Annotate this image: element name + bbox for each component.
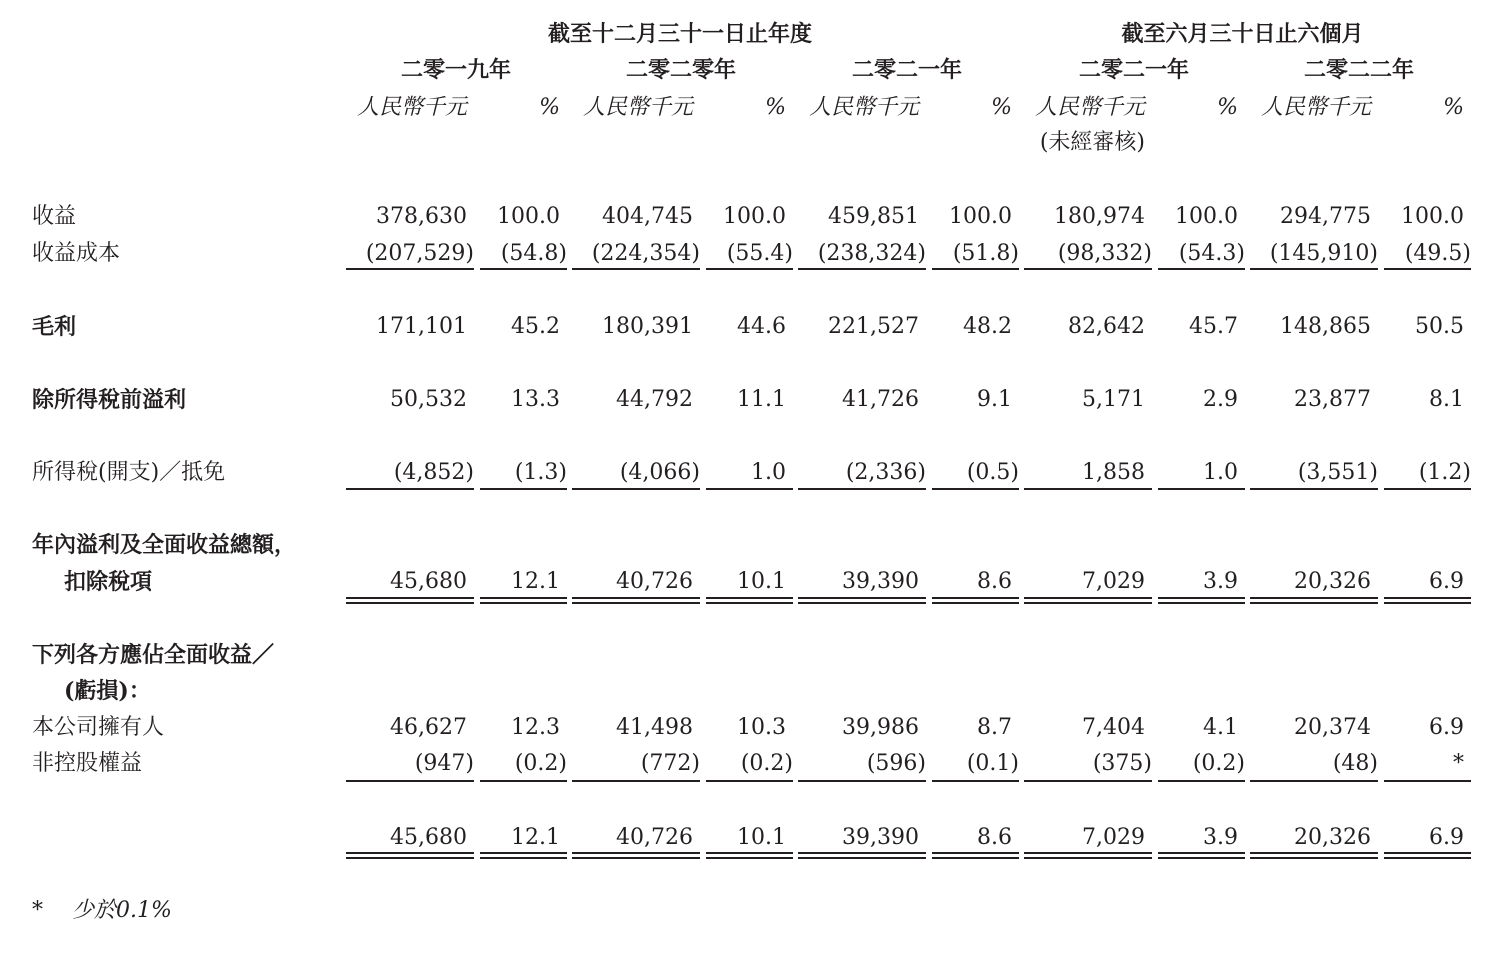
cell-grand-total-2020-pct: 10.1	[737, 825, 786, 850]
rule-income-tax-2019-rmb	[346, 488, 474, 490]
rule-nci-2021-rmb	[798, 780, 926, 782]
rule-cost-of-revenue-2020-pct	[706, 268, 793, 270]
cell-profit-total-2019-rmb: 45,680	[390, 569, 467, 594]
cell-owners-2022h1-pct: 6.9	[1429, 715, 1464, 740]
cell-owners-2021-pct: 8.7	[977, 715, 1012, 740]
cell-profit-before-tax-2021-rmb: 41,726	[842, 387, 919, 412]
rule-cost-of-revenue-2021h1-rmb	[1024, 268, 1152, 270]
cell-profit-before-tax-2020-pct: 11.1	[737, 387, 786, 412]
rule-grand-total-2022h1-rmb	[1250, 852, 1378, 854]
cell-gross-profit-2021h1-rmb: 82,642	[1068, 314, 1145, 339]
cell-revenue-2021-pct: 100.0	[949, 204, 1012, 229]
cell-profit-total-2019-pct: 12.1	[511, 569, 560, 594]
unit-pct-2021-h1: %	[1217, 95, 1238, 120]
rule-nci-2021-pct	[932, 780, 1019, 782]
cell-profit-total-2020-rmb: 40,726	[616, 569, 693, 594]
rule-grand-total-2021h1-pct	[1158, 852, 1245, 854]
rule-grand-total-2020-pct	[706, 852, 793, 854]
cell-profit-total-2022h1-rmb: 20,326	[1294, 569, 1371, 594]
cell-profit-before-tax-2021h1-rmb: 5,171	[1082, 387, 1145, 412]
cell-profit-before-tax-2020-rmb: 44,792	[616, 387, 693, 412]
row-label-profit-total-line1: 年內溢利及全面收益總額，	[32, 532, 297, 558]
rule-grand-total-2021-rmb	[798, 857, 926, 859]
rule-profit-total-2021-pct	[932, 602, 1019, 604]
rule-grand-total-2021h1-pct	[1158, 857, 1245, 859]
rule-income-tax-2021h1-rmb	[1024, 488, 1152, 490]
rule-grand-total-2020-rmb	[572, 852, 700, 854]
rule-grand-total-2021-pct	[932, 857, 1019, 859]
cell-revenue-2021h1-rmb: 180,974	[1054, 204, 1145, 229]
unit-pct-2020: %	[765, 95, 786, 120]
cell-income-tax-2021-rmb: (2,336)	[845, 460, 926, 485]
rule-grand-total-2022h1-pct	[1384, 852, 1471, 854]
unit-rmb-2021: 人民幣千元	[808, 95, 919, 120]
cell-profit-total-2021h1-pct: 3.9	[1203, 569, 1238, 594]
cell-income-tax-2022h1-rmb: (3,551)	[1297, 460, 1378, 485]
cell-profit-before-tax-2019-pct: 13.3	[511, 387, 560, 412]
cell-cost-of-revenue-2021h1-pct: (54.3)	[1178, 241, 1245, 266]
cell-nci-2020-rmb: (772)	[640, 751, 700, 776]
cell-profit-before-tax-2019-rmb: 50,532	[390, 387, 467, 412]
rule-income-tax-2022h1-pct	[1384, 488, 1471, 490]
cell-grand-total-2022h1-pct: 6.9	[1429, 825, 1464, 850]
rule-profit-total-2022h1-pct	[1384, 597, 1471, 599]
rule-profit-total-2019-rmb	[346, 602, 474, 604]
row-label-attributable-line1: 下列各方應佔全面收益／	[32, 642, 275, 668]
rule-profit-total-2022h1-pct	[1384, 602, 1471, 604]
rule-grand-total-2022h1-rmb	[1250, 857, 1378, 859]
cell-revenue-2019-rmb: 378,630	[376, 204, 467, 229]
row-label-revenue: 收益	[32, 204, 77, 229]
cell-owners-2022h1-rmb: 20,374	[1294, 715, 1371, 740]
cell-gross-profit-2021-rmb: 221,527	[828, 314, 919, 339]
unit-rmb-2020: 人民幣千元	[582, 95, 693, 120]
cell-nci-2021-pct: (0.1)	[966, 751, 1019, 776]
cell-revenue-2019-pct: 100.0	[497, 204, 560, 229]
header-six-months-june: 截至六月三十日止六個月	[1121, 21, 1364, 47]
cell-profit-total-2021-pct: 8.6	[977, 569, 1012, 594]
cell-owners-2021h1-pct: 4.1	[1203, 715, 1238, 740]
rule-grand-total-2020-pct	[706, 857, 793, 859]
rule-grand-total-2022h1-pct	[1384, 857, 1471, 859]
rule-grand-total-2020-rmb	[572, 857, 700, 859]
cell-revenue-2020-pct: 100.0	[723, 204, 786, 229]
cell-gross-profit-2020-rmb: 180,391	[602, 314, 693, 339]
rule-profit-total-2022h1-rmb	[1250, 602, 1378, 604]
unit-rmb-2021-h1: 人民幣千元	[1034, 95, 1145, 120]
rule-profit-total-2019-pct	[480, 602, 567, 604]
rule-grand-total-2021h1-rmb	[1024, 852, 1152, 854]
rule-income-tax-2021-rmb	[798, 488, 926, 490]
rule-income-tax-2020-rmb	[572, 488, 700, 490]
cell-nci-2022h1-rmb: (48)	[1332, 751, 1378, 776]
cell-gross-profit-2022h1-rmb: 148,865	[1280, 314, 1371, 339]
cell-grand-total-2021-rmb: 39,390	[842, 825, 919, 850]
cell-grand-total-2021h1-rmb: 7,029	[1082, 825, 1145, 850]
rule-nci-2021h1-rmb	[1024, 780, 1152, 782]
cell-grand-total-2019-rmb: 45,680	[390, 825, 467, 850]
cell-cost-of-revenue-2021-rmb: (238,324)	[817, 241, 926, 266]
rule-income-tax-2020-pct	[706, 488, 793, 490]
cell-income-tax-2022h1-pct: (1.2)	[1418, 460, 1471, 485]
cell-profit-before-tax-2021-pct: 9.1	[977, 387, 1012, 412]
cell-nci-2019-rmb: (947)	[414, 751, 474, 776]
rule-profit-total-2020-pct	[706, 602, 793, 604]
cell-owners-2019-rmb: 46,627	[390, 715, 467, 740]
row-label-nci: 非控股權益	[32, 751, 143, 776]
unit-pct-2021: %	[991, 95, 1012, 120]
cell-owners-2020-pct: 10.3	[737, 715, 786, 740]
cell-cost-of-revenue-2019-pct: (54.8)	[500, 241, 567, 266]
year-header-2022-h1: 二零二二年	[1303, 57, 1414, 83]
row-label-income-tax: 所得稅(開支)／抵免	[32, 460, 226, 485]
cell-cost-of-revenue-2019-rmb: (207,529)	[365, 241, 474, 266]
cell-income-tax-2020-pct: 1.0	[751, 460, 786, 485]
cell-income-tax-2021-pct: (0.5)	[966, 460, 1019, 485]
rule-profit-total-2021-rmb	[798, 597, 926, 599]
rule-nci-2019-rmb	[346, 780, 474, 782]
cell-profit-total-2022h1-pct: 6.9	[1429, 569, 1464, 594]
rule-income-tax-2021h1-pct	[1158, 488, 1245, 490]
cell-grand-total-2021-pct: 8.6	[977, 825, 1012, 850]
header-year-ended-dec: 截至十二月三十一日止年度	[547, 21, 812, 47]
rule-cost-of-revenue-2022h1-pct	[1384, 268, 1471, 270]
rule-cost-of-revenue-2021-pct	[932, 268, 1019, 270]
cell-profit-total-2021h1-rmb: 7,029	[1082, 569, 1145, 594]
footnote-marker: *	[32, 898, 43, 923]
cell-revenue-2022h1-pct: 100.0	[1401, 204, 1464, 229]
cell-gross-profit-2022h1-pct: 50.5	[1415, 314, 1464, 339]
year-header-2021: 二零二一年	[851, 57, 962, 83]
cell-owners-2021h1-rmb: 7,404	[1082, 715, 1145, 740]
rule-profit-total-2021h1-pct	[1158, 597, 1245, 599]
rule-nci-2022h1-pct	[1384, 780, 1471, 782]
row-label-gross-profit: 毛利	[32, 314, 77, 340]
cell-owners-2020-rmb: 41,498	[616, 715, 693, 740]
cell-owners-2021-rmb: 39,986	[842, 715, 919, 740]
cell-grand-total-2021h1-pct: 3.9	[1203, 825, 1238, 850]
rule-grand-total-2019-rmb	[346, 857, 474, 859]
rule-grand-total-2021-rmb	[798, 852, 926, 854]
rule-nci-2020-rmb	[572, 780, 700, 782]
cell-cost-of-revenue-2020-rmb: (224,354)	[591, 241, 700, 266]
cell-income-tax-2021h1-pct: 1.0	[1203, 460, 1238, 485]
cell-profit-before-tax-2022h1-pct: 8.1	[1429, 387, 1464, 412]
cell-revenue-2020-rmb: 404,745	[602, 204, 693, 229]
cell-revenue-2021-rmb: 459,851	[828, 204, 919, 229]
rule-profit-total-2019-pct	[480, 597, 567, 599]
rule-profit-total-2020-rmb	[572, 602, 700, 604]
rule-nci-2021h1-pct	[1158, 780, 1245, 782]
rule-cost-of-revenue-2019-pct	[480, 268, 567, 270]
cell-grand-total-2019-pct: 12.1	[511, 825, 560, 850]
footnote-text: 少於0.1%	[72, 898, 172, 923]
rule-nci-2020-pct	[706, 780, 793, 782]
rule-grand-total-2019-pct	[480, 852, 567, 854]
cell-income-tax-2020-rmb: (4,066)	[619, 460, 700, 485]
cell-grand-total-2020-rmb: 40,726	[616, 825, 693, 850]
year-header-2021-h1: 二零二一年	[1078, 57, 1189, 83]
cell-gross-profit-2021-pct: 48.2	[963, 314, 1012, 339]
rule-grand-total-2021-pct	[932, 852, 1019, 854]
rule-cost-of-revenue-2019-rmb	[346, 268, 474, 270]
cell-income-tax-2021h1-rmb: 1,858	[1082, 460, 1145, 485]
year-header-2019: 二零一九年	[400, 57, 511, 83]
rule-cost-of-revenue-2021-rmb	[798, 268, 926, 270]
rule-profit-total-2019-rmb	[346, 597, 474, 599]
unaudited-note: (未經審核)	[1039, 130, 1145, 155]
rule-nci-2022h1-rmb	[1250, 780, 1378, 782]
cell-income-tax-2019-pct: (1.3)	[514, 460, 567, 485]
cell-grand-total-2022h1-rmb: 20,326	[1294, 825, 1371, 850]
cell-cost-of-revenue-2021-pct: (51.8)	[952, 241, 1019, 266]
rule-cost-of-revenue-2021h1-pct	[1158, 268, 1245, 270]
unit-pct-2022-h1: %	[1443, 95, 1464, 120]
cell-gross-profit-2020-pct: 44.6	[737, 314, 786, 339]
rule-income-tax-2022h1-rmb	[1250, 488, 1378, 490]
rule-profit-total-2020-pct	[706, 597, 793, 599]
cell-owners-2019-pct: 12.3	[511, 715, 560, 740]
rule-nci-2019-pct	[480, 780, 567, 782]
row-label-profit-total-line2: 扣除稅項	[64, 569, 153, 595]
row-label-attributable-line2: (虧損)：	[64, 678, 151, 704]
unit-rmb-2022-h1: 人民幣千元	[1260, 95, 1371, 120]
cell-cost-of-revenue-2020-pct: (55.4)	[726, 241, 793, 266]
rule-grand-total-2021h1-rmb	[1024, 857, 1152, 859]
rule-income-tax-2019-pct	[480, 488, 567, 490]
row-label-cost-of-revenue: 收益成本	[32, 241, 121, 266]
rule-profit-total-2022h1-rmb	[1250, 597, 1378, 599]
cell-nci-2021h1-pct: (0.2)	[1192, 751, 1245, 776]
cell-nci-2019-pct: (0.2)	[514, 751, 567, 776]
row-label-owners: 本公司擁有人	[32, 715, 165, 740]
cell-nci-2020-pct: (0.2)	[740, 751, 793, 776]
cell-income-tax-2019-rmb: (4,852)	[393, 460, 474, 485]
cell-profit-before-tax-2022h1-rmb: 23,877	[1294, 387, 1371, 412]
year-header-2020: 二零二零年	[625, 57, 736, 83]
cell-nci-2022h1-pct: *	[1453, 751, 1464, 776]
cell-revenue-2022h1-rmb: 294,775	[1280, 204, 1371, 229]
cell-profit-total-2020-pct: 10.1	[737, 569, 786, 594]
unit-rmb-2019: 人民幣千元	[356, 95, 467, 120]
rule-profit-total-2021h1-rmb	[1024, 602, 1152, 604]
rule-profit-total-2021-pct	[932, 597, 1019, 599]
cell-nci-2021h1-rmb: (375)	[1092, 751, 1152, 776]
row-label-profit-before-tax: 除所得稅前溢利	[32, 387, 187, 413]
cell-nci-2021-rmb: (596)	[866, 751, 926, 776]
rule-cost-of-revenue-2020-rmb	[572, 268, 700, 270]
cell-gross-profit-2019-pct: 45.2	[511, 314, 560, 339]
cell-gross-profit-2021h1-pct: 45.7	[1189, 314, 1238, 339]
rule-grand-total-2019-pct	[480, 857, 567, 859]
cell-profit-total-2021-rmb: 39,390	[842, 569, 919, 594]
rule-profit-total-2021h1-pct	[1158, 602, 1245, 604]
rule-income-tax-2021-pct	[932, 488, 1019, 490]
rule-profit-total-2021-rmb	[798, 602, 926, 604]
rule-grand-total-2019-rmb	[346, 852, 474, 854]
rule-profit-total-2020-rmb	[572, 597, 700, 599]
cell-profit-before-tax-2021h1-pct: 2.9	[1203, 387, 1238, 412]
cell-cost-of-revenue-2022h1-rmb: (145,910)	[1269, 241, 1378, 266]
cell-gross-profit-2019-rmb: 171,101	[376, 314, 467, 339]
cell-cost-of-revenue-2022h1-pct: (49.5)	[1404, 241, 1471, 266]
cell-revenue-2021h1-pct: 100.0	[1175, 204, 1238, 229]
rule-profit-total-2021h1-rmb	[1024, 597, 1152, 599]
unit-pct-2019: %	[539, 95, 560, 120]
rule-cost-of-revenue-2022h1-rmb	[1250, 268, 1378, 270]
cell-cost-of-revenue-2021h1-rmb: (98,332)	[1057, 241, 1152, 266]
